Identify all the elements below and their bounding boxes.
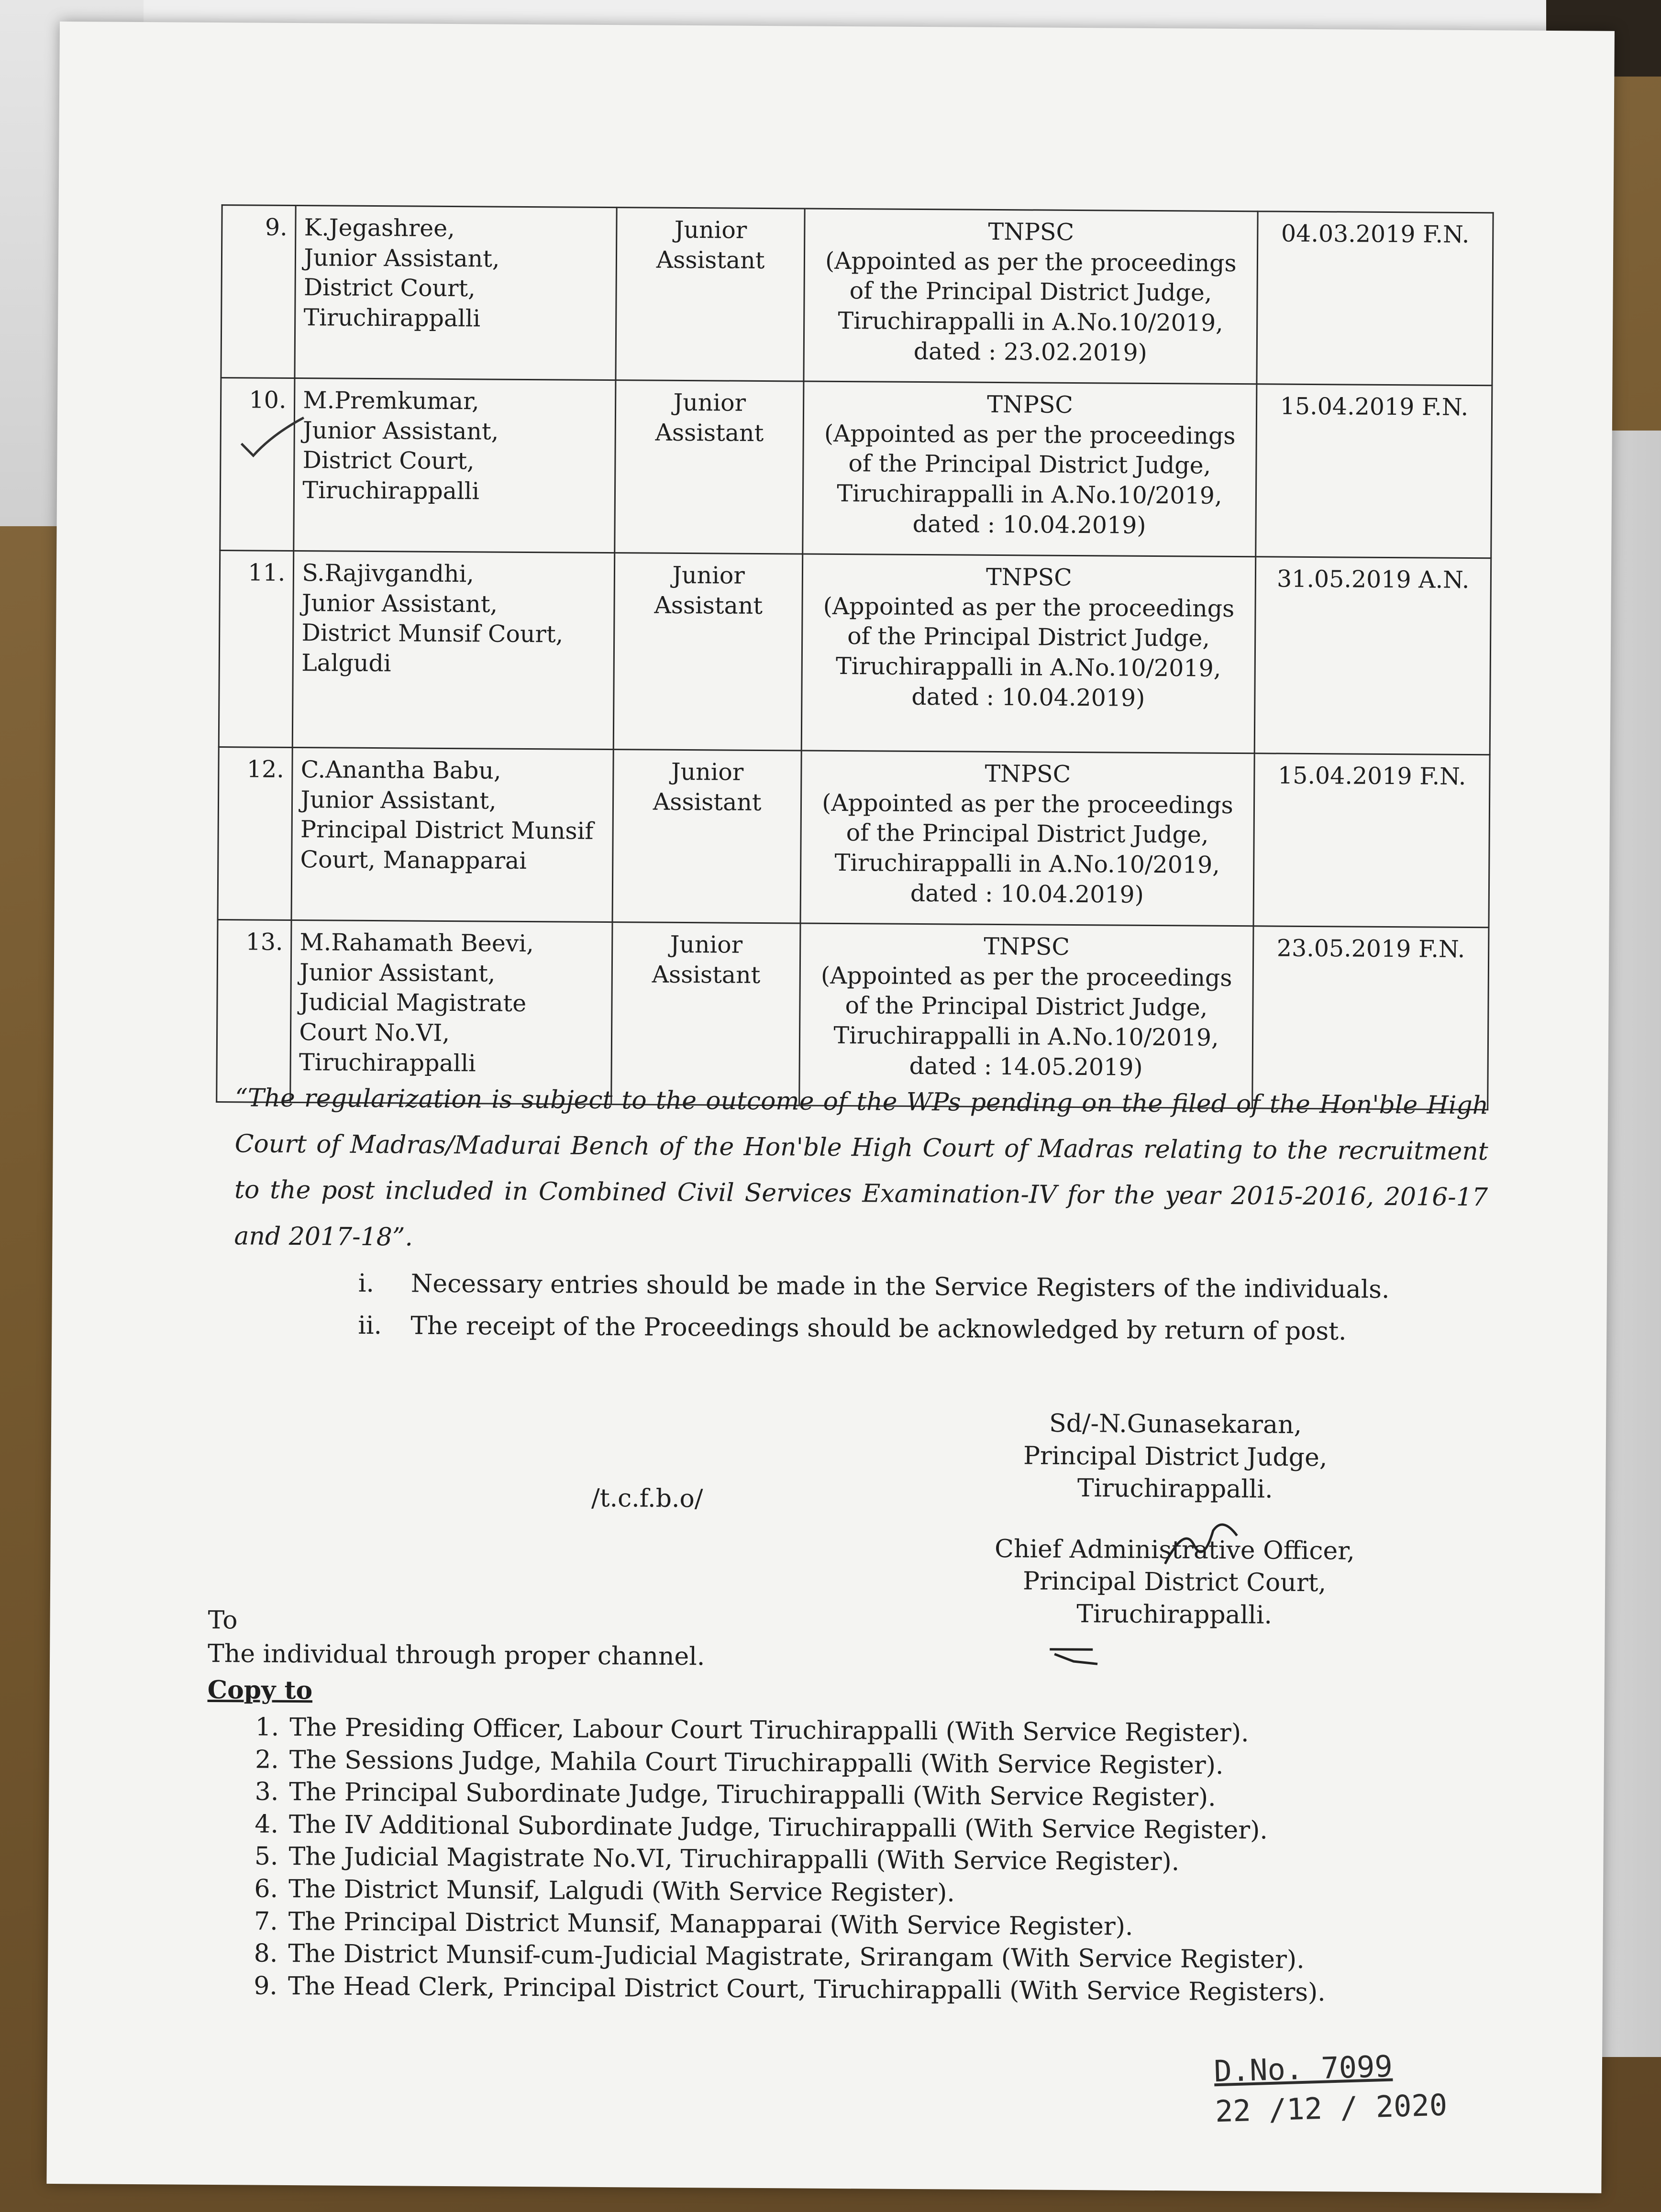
post-line: Junior — [672, 561, 745, 589]
name-line: Junior Assistant, — [302, 416, 499, 445]
serial-number-cell: 9. — [221, 205, 296, 378]
appointment-line: dated : 10.04.2019) — [910, 879, 1144, 908]
post-cell — [613, 553, 802, 751]
name-line: Tiruchirappalli — [303, 304, 481, 332]
name-line: Junior Assistant, — [301, 589, 498, 618]
serial-number-cell: 12. — [218, 747, 293, 920]
appointment-line: of the Principal District Judge, — [846, 819, 1209, 849]
instruction-number: ii. — [358, 1311, 382, 1340]
serial-number-cell: 11. — [219, 551, 294, 748]
copy-to-text: The Principal Subordinate Judge, Tiruchirappalli (With Service Register). — [289, 1778, 1216, 1813]
appointment-line: Tiruchirappalli in A.No.10/2019, — [833, 1022, 1219, 1051]
copy-to-number: 9. — [254, 1971, 278, 2001]
instruction-item — [358, 1262, 1506, 1312]
regularization-note: “The regularization is subject to the outcome of the WPs pending on the filed of the Hon'ble High Court of Madras/Madurai Bench of the Hon'ble High Court of Madras relating to the recruitment to the post included in Combined Civil Services Examination-IV for the year 2015-2016, 2016-17 and 2017-18”. — [234, 1084, 1489, 1252]
table-row — [219, 551, 1491, 755]
name-line: District Munsif Court, — [301, 619, 564, 648]
appointment-line: (Appointed as per the proceedings — [825, 247, 1237, 277]
appointment-line: of the Principal District Judge, — [847, 622, 1210, 653]
appointment-line: of the Principal District Judge, — [845, 992, 1208, 1022]
post-line: Assistant — [656, 246, 765, 274]
name-line: Tiruchirappalli — [302, 476, 480, 505]
name-cell — [291, 748, 613, 922]
name-line: Lalgudi — [301, 649, 391, 677]
name-line: S.Rajivgandhi, — [302, 559, 474, 588]
table-row — [221, 205, 1493, 386]
post-line: Junior — [674, 216, 747, 244]
appointment-line: of the Principal District Judge, — [848, 450, 1211, 480]
joining-date-cell: 15.04.2019 F.N. — [1255, 384, 1492, 558]
initial-signature-icon — [1155, 1516, 1242, 1574]
name-line: Judicial Magistrate — [299, 988, 527, 1018]
name-line: K.Jegashree, — [304, 214, 455, 243]
appointment-line: (Appointed as per the proceedings — [820, 962, 1232, 992]
appointment-line: (Appointed as per the proceedings — [822, 789, 1233, 819]
instruction-text: Necessary entries should be made in the Service Registers of the individuals. — [410, 1269, 1390, 1305]
copy-to-text: The Principal District Munsif, Manapparai (With Service Register). — [288, 1907, 1133, 1941]
copy-to-text: The Head Clerk, Principal District Court, Tiruchirappalli (With Service Registers). — [288, 1971, 1326, 2007]
joining-date-cell: 31.05.2019 A.N. — [1254, 557, 1491, 755]
dispatch-date: 22 /12 / 2020 — [1214, 2087, 1448, 2129]
appointment-line: Tiruchirappalli in A.No.10/2019, — [835, 653, 1221, 683]
addressee-block — [208, 1604, 705, 1674]
copy-to-text: The District Munsif-cum-Judicial Magistrate, Srirangam (With Service Register). — [288, 1939, 1305, 1975]
appointment-line: dated : 10.04.2019) — [911, 683, 1145, 712]
appointment-line: TNPSC — [988, 218, 1074, 246]
name-line: Principal District Munsif — [300, 816, 594, 845]
name-cell — [293, 551, 615, 750]
appointment-line: (Appointed as per the proceedings — [824, 420, 1236, 450]
serial-number-cell: 10. — [220, 378, 295, 551]
post-line: Assistant — [652, 961, 761, 989]
post-line: Junior — [673, 388, 746, 417]
appointment-line: (Appointed as per the proceedings — [823, 592, 1235, 622]
appointment-line: dated : 23.02.2019) — [913, 337, 1147, 366]
joining-date-cell: 23.05.2019 F.N. — [1252, 926, 1489, 1110]
serial-number-cell: 13. — [217, 920, 292, 1103]
appointment-line: of the Principal District Judge, — [849, 277, 1212, 307]
joining-date-cell: 15.04.2019 F.N. — [1253, 753, 1490, 928]
name-cell — [295, 206, 617, 380]
copy-to-heading: Copy to — [207, 1675, 313, 1705]
appointment-line: TNPSC — [987, 390, 1074, 419]
signatory-name: Sd/-N.Gunasekaran, — [1049, 1409, 1302, 1439]
officer-place: Tiruchirappalli. — [1076, 1600, 1273, 1630]
appointment-line: Tiruchirappalli in A.No.10/2019, — [834, 849, 1220, 879]
appointment-line: Tiruchirappalli in A.No.10/2019, — [837, 480, 1222, 510]
staff-table-body — [217, 205, 1493, 1110]
post-cell — [615, 380, 804, 554]
copy-to-text: The IV Additional Subordinate Judge, Tiruchirappalli (With Service Register). — [288, 1810, 1268, 1845]
appointment-line: dated : 14.05.2019) — [909, 1052, 1143, 1081]
instruction-number: i. — [358, 1269, 375, 1298]
staff-table — [216, 204, 1494, 1110]
document-sheet — [46, 22, 1615, 2193]
appointment-mode-cell — [800, 751, 1254, 926]
copy-to-text: The Sessions Judge, Mahila Court Tiruchirappalli (With Service Register). — [289, 1745, 1224, 1780]
post-line: Junior — [671, 758, 744, 786]
name-cell — [294, 378, 616, 553]
officer-designation: Chief Administrative Officer, — [994, 1534, 1355, 1566]
name-line: Court, Manapparai — [300, 846, 527, 875]
copy-to-item — [249, 1970, 1445, 2010]
copy-to-number: 6. — [254, 1874, 278, 1903]
post-line: Assistant — [655, 419, 764, 447]
signatory-designation: Principal District Judge, — [1023, 1441, 1328, 1472]
appointment-line: TNPSC — [986, 563, 1072, 591]
copy-to-number: 8. — [254, 1939, 278, 1969]
copy-to-number: 2. — [255, 1745, 279, 1774]
name-line: Junior Assistant, — [299, 958, 496, 987]
signatory-place: Tiruchirappalli. — [1077, 1474, 1273, 1504]
name-line: M.Rahamath Beevi, — [299, 929, 534, 958]
name-line: Junior Assistant, — [300, 785, 497, 815]
table-row — [218, 747, 1490, 928]
name-line: District Court, — [303, 274, 476, 302]
table-row — [220, 378, 1492, 558]
copy-to-list — [249, 1711, 1447, 2010]
name-line: Junior Assistant, — [304, 243, 500, 273]
name-line: Court No.VI, — [299, 1018, 450, 1047]
post-cell — [616, 208, 805, 381]
copy-to-text: The Judicial Magistrate No.VI, Tiruchirappalli (With Service Register). — [288, 1842, 1180, 1877]
post-cell — [612, 750, 801, 923]
tick-mark-icon — [239, 415, 306, 458]
name-line: C.Anantha Babu, — [300, 756, 501, 785]
addressee-label: To — [208, 1605, 238, 1635]
instruction-text: The receipt of the Proceedings should be acknowledged by return of post. — [410, 1311, 1347, 1346]
appointment-line: dated : 10.04.2019) — [912, 510, 1146, 539]
post-line: Assistant — [654, 591, 763, 619]
initial-strike-icon — [1045, 1640, 1102, 1669]
copy-to-number: 1. — [255, 1713, 279, 1742]
name-line: M.Premkumar, — [303, 387, 479, 415]
name-line: Tiruchirappalli — [299, 1048, 476, 1077]
name-line: District Court, — [302, 446, 475, 475]
appointment-mode-cell — [803, 381, 1257, 557]
instructions — [358, 1262, 1506, 1354]
addressee-text: The individual through proper channel. — [207, 1639, 705, 1671]
appointment-mode-cell — [804, 209, 1258, 384]
appointment-line: TNPSC — [984, 932, 1070, 961]
appointment-line: Tiruchirappalli in A.No.10/2019, — [838, 307, 1223, 337]
dispatch-stamp — [1213, 2045, 1448, 2131]
post-line: Assistant — [653, 788, 762, 816]
instruction-item — [358, 1305, 1506, 1354]
post-line: Junior — [670, 930, 743, 959]
reference-code: /t.c.f.b.o/ — [591, 1483, 703, 1514]
joining-date-cell: 04.03.2019 F.N. — [1257, 211, 1493, 386]
appointment-line: TNPSC — [985, 760, 1071, 788]
copy-to-number: 3. — [255, 1777, 279, 1807]
appointment-mode-cell — [801, 554, 1255, 753]
officer-court: Principal District Court, — [1022, 1567, 1327, 1598]
copy-to-number: 7. — [254, 1907, 278, 1936]
copy-to-number: 5. — [254, 1842, 278, 1871]
copy-to-text: The District Munsif, Lalgudi (With Service Register). — [288, 1874, 955, 1908]
copy-to-text: The Presiding Officer, Labour Court Tiruchirappalli (With Service Register). — [289, 1713, 1249, 1748]
dispatch-number: D.No. 7099 — [1213, 2048, 1393, 2089]
copy-to-number: 4. — [255, 1810, 279, 1839]
